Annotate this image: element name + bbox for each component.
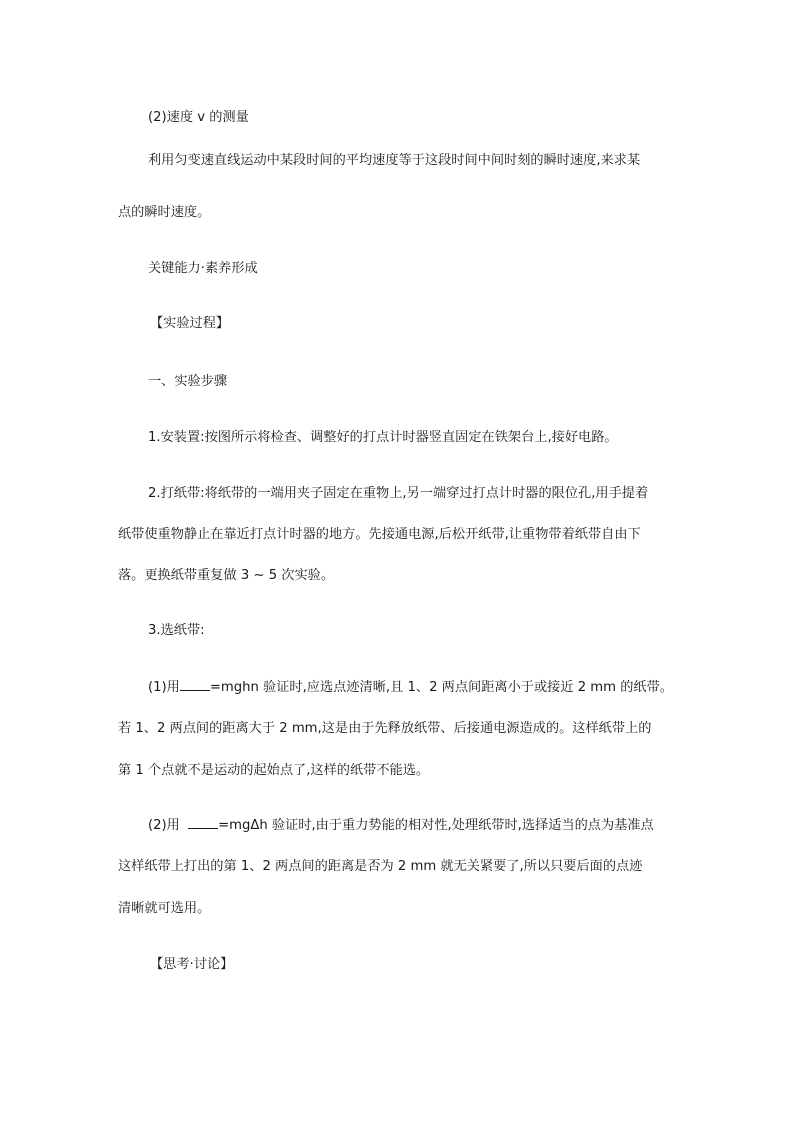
step-2: 2.打纸带:将纸带的一端用夹子固定在重物上,另一端穿过打点计时器的限位孔,用手提着 xyxy=(148,486,649,501)
item-2-prefix: (2)用 xyxy=(148,818,185,833)
heading-speed-measurement: (2)速度 v 的测量 xyxy=(148,110,249,125)
item-1-cont: 第 1 个点就不是运动的起始点了,这样的纸带不能选。 xyxy=(118,763,430,778)
section-title-key-ability: 关键能力·素养形成 xyxy=(148,261,258,276)
step-3: 3.选纸带: xyxy=(148,623,205,638)
item-1-text: =mghn 验证时,应选点迹清晰,且 1、2 两点间距离小于或接近 2 mm 的纸带。 xyxy=(209,680,673,695)
item-1 xyxy=(148,678,794,698)
item-2 xyxy=(148,816,794,836)
paragraph-line: 利用匀变速直线运动中某段时间的平均速度等于这段时间中间时刻的瞬时速度,来求某 xyxy=(148,153,641,168)
item-2-cont: 清晰就可选用。 xyxy=(118,901,211,916)
paragraph-line: 点的瞬时速度。 xyxy=(118,205,211,220)
item-1-cont: 若 1、2 两点间的距离大于 2 mm,这是由于先释放纸带、后接通电源造成的。这样纸带上的 xyxy=(118,721,652,736)
item-1-prefix: (1)用 xyxy=(148,680,180,695)
section-title-steps: 一、实验步骤 xyxy=(148,374,228,389)
step-2-cont: 纸带使重物静止在靠近打点计时器的地方。先接通电源,后松开纸带,让重物带着纸带自由下 xyxy=(118,527,641,542)
section-title-experiment-process: 【实验过程】 xyxy=(150,316,230,331)
step-2-cont: 落。更换纸带重复做 3 ~ 5 次实验。 xyxy=(118,568,335,583)
item-2-cont: 这样纸带上打出的第 1、2 两点间的距离是否为 2 mm 就无关紧要了,所以只要后面的点迹 xyxy=(118,859,643,874)
item-2-text: =mgΔh 验证时,由于重力势能的相对性,处理纸带时,选择适当的点为基准点 xyxy=(218,818,654,833)
formula-blank xyxy=(188,816,218,829)
step-1: 1.安装置:按图所示将检查、调整好的打点计时器竖直固定在铁架台上,接好电路。 xyxy=(148,430,618,445)
formula-blank xyxy=(180,678,210,691)
section-title-think-discuss: 【思考·讨论】 xyxy=(150,957,234,972)
